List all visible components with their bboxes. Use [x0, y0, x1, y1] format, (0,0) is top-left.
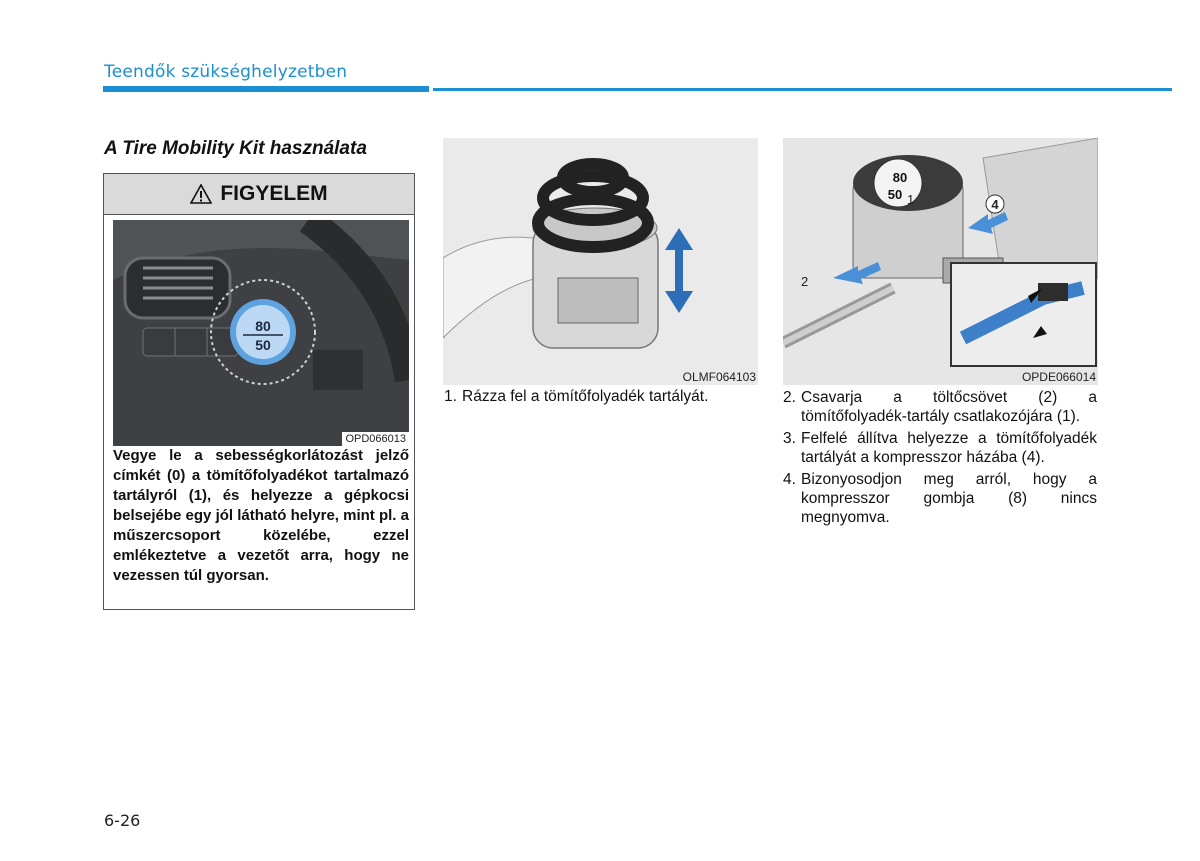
header-rule — [433, 88, 1172, 91]
speed-label-50: 50 — [887, 187, 903, 202]
warning-header — [104, 174, 414, 215]
step-text: Bizonyosodjon meg arról, hogy a kompresszor gombja (8) nincs megnyomva. — [801, 471, 1097, 526]
callout-2: 2 — [801, 274, 809, 289]
callout-1: 1 — [907, 192, 915, 207]
step-list-1 — [444, 387, 758, 409]
warning-triangle-icon — [190, 184, 212, 204]
warning-text: Vegye le a sebességkorlátozást jelző címkét (0) a tömítőfolyadékot tartalmazó tartályról (1), és helyezze a gépkocsi belsejébe egy jól látható helyre, mint pl. a műszercsoport közelébe, ezzel emlékeztetve a vezetőt arra, hogy ne vezessen túl gyorsan. — [113, 447, 409, 584]
list-item — [783, 388, 1097, 426]
step-number: 2. — [783, 389, 796, 406]
list-item — [444, 387, 758, 406]
figure-code: OPDE066014 — [1021, 370, 1096, 384]
warning-box — [103, 173, 415, 610]
step-text: Felfelé állítva helyezze a tömítőfolyadék tartályát a kompresszor házába (4). — [801, 430, 1097, 466]
speed-label-80: 80 — [892, 170, 908, 185]
step-number: 4. — [783, 471, 796, 488]
shake-sealant-illustration — [443, 138, 758, 385]
step-number: 3. — [783, 430, 796, 447]
page-number: 6-26 — [104, 811, 141, 830]
callout-4: 4 — [991, 197, 999, 212]
list-item — [783, 429, 1097, 467]
figure-code: OPD066013 — [342, 432, 409, 446]
step-list-2 — [783, 388, 1097, 530]
step-text: Rázza fel a tömítőfolyadék tartályát. — [462, 388, 709, 405]
dashboard-label-illustration — [113, 220, 409, 446]
step-text: Csavarja a töltőcsövet (2) a tömítőfolyadék-tartály csatlakozójára (1). — [801, 389, 1097, 425]
figure-code: OLMF064103 — [682, 370, 756, 384]
step-number: 1. — [444, 388, 457, 405]
connect-hose-illustration — [783, 138, 1098, 385]
speed-label-50: 50 — [255, 337, 271, 353]
chapter-title: Teendők szükséghelyzetben — [104, 62, 348, 82]
speed-label-80: 80 — [255, 318, 271, 334]
list-item — [783, 470, 1097, 527]
section-title: A Tire Mobility Kit használata — [104, 138, 367, 159]
warning-heading: FIGYELEM — [220, 182, 328, 205]
header-bar-accent — [103, 86, 429, 92]
